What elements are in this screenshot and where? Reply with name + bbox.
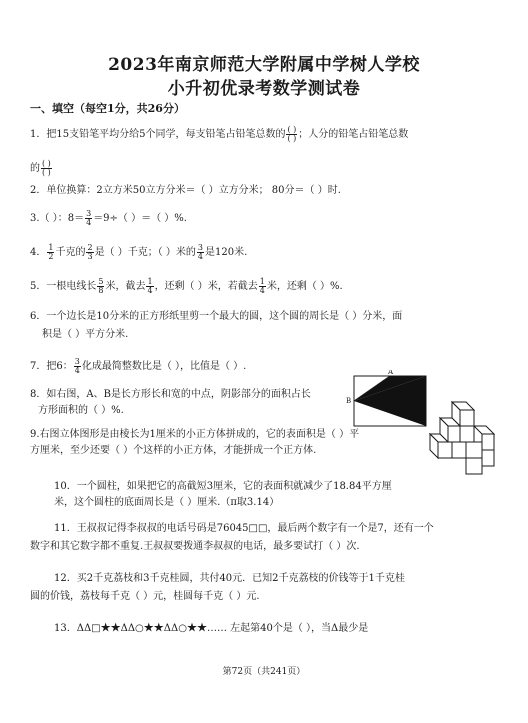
section-heading: 一、填空（每空1分，共26分） xyxy=(30,102,185,115)
q1-text-b: ；人分的铅笔占铅笔总数 xyxy=(298,129,409,140)
question-6-line2: 积是（ ）平方分米. xyxy=(42,329,129,340)
question-8-line1: 8．如右图，A、B是长方形长和宽的中点，阴影部分的面积占长 xyxy=(30,389,311,400)
q8-label-a: A xyxy=(388,370,394,376)
question-3: 3.（ ）：8＝ $\frac{3}{4}$ ＝9÷（ ）＝（ ）%. xyxy=(30,209,187,227)
question-1-line1 xyxy=(30,126,408,143)
bottom-cube-3 xyxy=(466,442,482,458)
q4-fraction-2: $\frac{2}{3}$ xyxy=(87,243,93,261)
middle-right-face xyxy=(482,434,494,450)
question-11-line1: 11．王叔叔记得李叔叔的电话号码是76045□□，最后两个数字有一个是7，还有一个 xyxy=(54,523,434,534)
bottom-cube-4 xyxy=(466,458,482,474)
q8-rectangle-figure xyxy=(344,370,432,430)
q9-cube-stack-figure xyxy=(428,400,504,478)
q4-fraction-1: $\frac{1}{2}$ xyxy=(48,243,54,261)
middle-center-face xyxy=(460,426,474,442)
question-10-line1: 10．一个圆柱，如果把它的高截短3厘米，它的表面积就减少了18.84平方厘 xyxy=(54,481,392,492)
page-number-footer: 第72页（共241页） xyxy=(222,667,306,677)
bottom-cube-1 xyxy=(438,442,452,458)
exam-title-line1: 2023年南京师范大学附属中学树人学校 xyxy=(108,55,420,75)
q1-fraction-blank-2: $\frac{( )}{( )}$ xyxy=(42,159,51,177)
question-6-line1: 6．一个边长是10分米的正方形纸里剪一个最大的圆，这个圆的周长是（ ）分米，面 xyxy=(30,311,403,322)
q7-fraction: $\frac{3}{4}$ xyxy=(74,357,80,375)
question-5: 5．一根电线长 $\frac{5}{8}$ 米，截去 $\frac{1}{4}$ ，还剩（ ）米，若截去 $\frac{1}{4}$ 米，还剩（ ）%. xyxy=(30,277,343,295)
middle-left-right-face xyxy=(448,426,460,442)
middle-right-top-face xyxy=(474,426,494,434)
q5-fraction-3: $\frac{1}{4}$ xyxy=(259,277,265,295)
question-1-line2 xyxy=(30,160,53,177)
question-8-line2: 方形面积的（ ）%. xyxy=(38,405,124,416)
question-2: 2．单位换算：2立方米50立方分米＝（ ）立方分米； 80分＝（ ）时. xyxy=(30,185,341,196)
question-9-line1: 9.右图立体图形是由棱长为1厘米的小正方体拼成的，它的表面积是（ ）平 xyxy=(30,429,360,440)
question-12-line2: 圆的价钱，荔枝每千克（ ）元，桂圆每千克（ ）元. xyxy=(30,591,260,602)
q1-fraction-blank: $\frac{( )}{( )}$ xyxy=(287,125,297,143)
question-13: 13．ΔΔ□★★ΔΔ○★★ΔΔ○★★…… 左起第40个是（ ），当Δ最少是 xyxy=(54,623,369,634)
question-9-line2: 方厘米，至少还要（ ）个这样的小正方体，才能拼成一个正方体. xyxy=(30,445,317,456)
q8-label-b: B xyxy=(346,397,352,405)
q3-fraction: $\frac{3}{4}$ xyxy=(86,209,92,227)
question-12-line1: 12．买2千克荔枝和3千克桂圆，共付40元．已知2千克荔枝的价钱等于1千克桂 xyxy=(54,573,405,584)
bottom-cube-2 xyxy=(452,442,466,458)
q4-fraction-3: $\frac{3}{4}$ xyxy=(197,243,204,261)
top-cube-right-face xyxy=(460,410,474,426)
bottom-cube-5 xyxy=(482,450,494,466)
exam-title-line2: 小升初优录考数学测试卷 xyxy=(167,79,361,99)
question-7: 7．把6： $\frac{3}{4}$ 化成最简整数比是（ ），比值是（ ）. xyxy=(30,357,247,375)
q1-text-c: 的 xyxy=(30,163,40,174)
question-11-line2: 数字和其它数字都不重复.王叔叔要拨通李叔叔的电话，最多要试打（ ）次. xyxy=(30,541,360,552)
q1-text-a: 1．把15支铅笔平均分给5个同学，每支铅笔占铅笔总数的 xyxy=(30,129,286,140)
q5-fraction-1: $\frac{5}{8}$ xyxy=(98,277,104,295)
question-4: 4． $\frac{1}{2}$ 千克的 $\frac{2}{3}$ 是（ ）千克；（ ）米的 $\frac{3}{4}$ 是120米. xyxy=(30,243,248,261)
q5-fraction-2: $\frac{1}{4}$ xyxy=(147,277,153,295)
question-10-line2: 米，这个圆柱的底面周长是（ ）厘米.（π取3.14） xyxy=(54,497,280,508)
